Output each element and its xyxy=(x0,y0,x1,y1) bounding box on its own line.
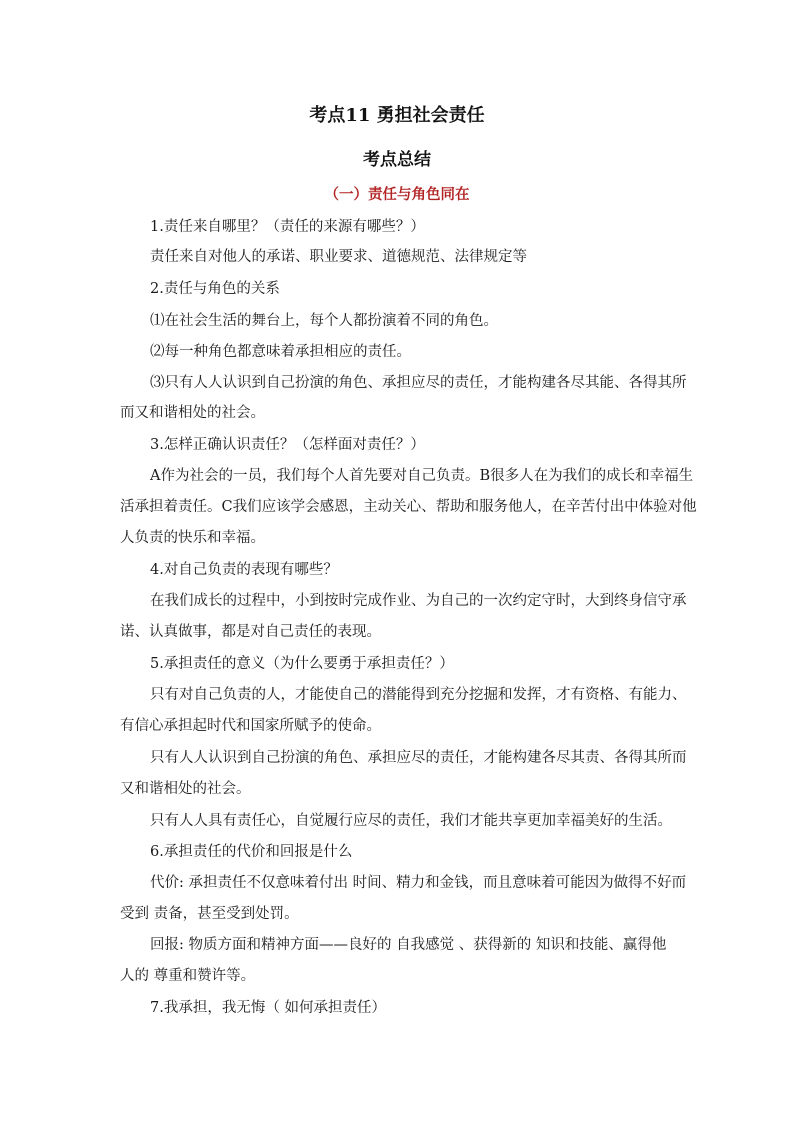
paragraph-line: 而又和谐相处的社会。 xyxy=(120,405,265,421)
paragraph-line: A作为社会的一员，我们每个人首先要对自己负责。B很多人在为我们的成长和幸福生 xyxy=(150,468,694,484)
paragraph-line: ⑵每一种角色都意味着承担相应的责任。 xyxy=(150,344,411,360)
question-heading-7: 7.我承担，我无悔（ 如何承担责任） xyxy=(150,1000,386,1016)
paragraph-line: ⑶只有人人认识到自己扮演的角色、承担应尽的责任，才能构建各尽其能、各得其所 xyxy=(150,375,687,391)
question-heading-6: 6.承担责任的代价和回报是什么 xyxy=(150,844,353,860)
paragraph-line: 诺、认真做事，都是对自己责任的表现。 xyxy=(120,624,381,640)
paragraph-line: 活承担着责任。C我们应该学会感恩，主动关心、帮助和服务他人，在辛苦付出中体验对他 xyxy=(120,499,697,515)
question-heading-4: 4.对自己负责的表现有哪些？ xyxy=(150,562,338,578)
paragraph-line: 只有对自己负责的人，才能使自己的潜能得到充分挖掘和发挥，才有资格、有能力、 xyxy=(150,687,687,703)
page-title: 考点11 勇担社会责任 xyxy=(309,105,485,126)
paragraph-line: 人的 尊重和赞许等。 xyxy=(120,968,256,984)
paragraph-line: 责任来自对他人的承诺、职业要求、道德规范、法律规定等 xyxy=(150,249,527,265)
question-heading-3: 3.怎样正确认识责任？（怎样面对责任？） xyxy=(150,437,425,453)
paragraph-line: 受到 责备，甚至受到处罚。 xyxy=(120,906,299,922)
paragraph-line: 人负责的快乐和幸福。 xyxy=(120,530,265,546)
section-heading: （一）责任与角色同在 xyxy=(324,186,470,203)
question-heading-5: 5.承担责任的意义（为什么要勇于承担责任？） xyxy=(150,656,454,672)
paragraph-line: 回报: 物质方面和精神方面——良好的 自我感觉 、获得新的 知识和技能、赢得他 xyxy=(150,937,667,953)
paragraph-line: 只有人人具有责任心，自觉履行应尽的责任，我们才能共享更加幸福美好的生活。 xyxy=(150,813,672,829)
question-heading-2: 2.责任与角色的关系 xyxy=(150,281,280,297)
paragraph-line: 代价: 承担责任不仅意味着付出 时间、精力和金钱，而且意味着可能因为做得不好而 xyxy=(150,875,687,891)
section-subtitle: 考点总结 xyxy=(363,150,431,170)
question-heading-1: 1.责任来自哪里？（责任的来源有哪些？） xyxy=(150,219,425,235)
paragraph-line: 只有人人认识到自己扮演的角色、承担应尽的责任，才能构建各尽其责、各得其所而 xyxy=(150,750,687,766)
paragraph-line: 又和谐相处的社会。 xyxy=(120,781,251,797)
paragraph-line: 有信心承担起时代和国家所赋予的使命。 xyxy=(120,718,381,734)
paragraph-line: 在我们成长的过程中，小到按时完成作业、为自己的一次约定守时，大到终身信守承 xyxy=(150,593,687,609)
paragraph-line: ⑴在社会生活的舞台上，每个人都扮演着不同的角色。 xyxy=(150,313,498,329)
